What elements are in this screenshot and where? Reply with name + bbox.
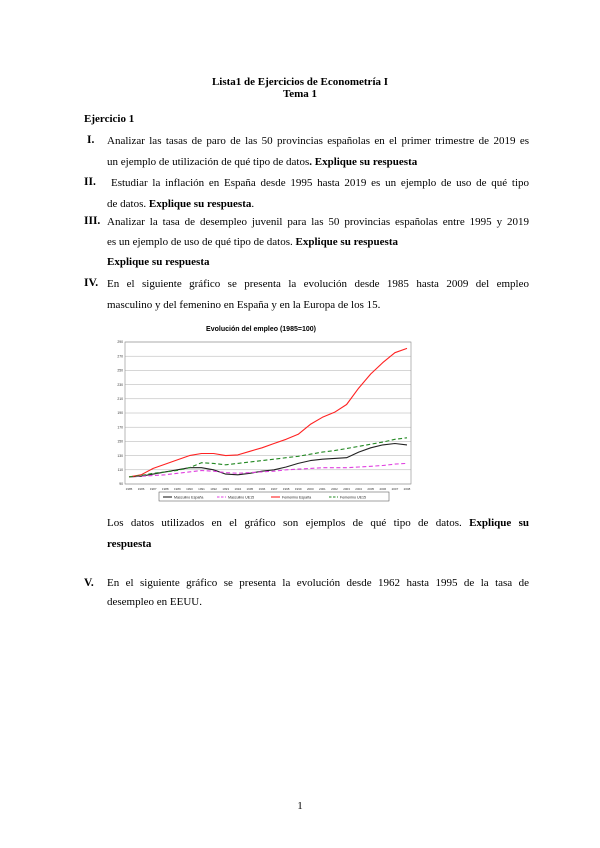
item-line: Analizar las tasas de paro de las 50 provincias españolas en el primer trimestre de 2019 es [107,135,529,147]
x-tick-label: 2006 [379,487,387,491]
x-tick-label: 1990 [186,487,193,491]
item-bold: Explique su respuesta [148,197,252,210]
legend-label: Femenino UE15 [340,495,366,500]
y-tick-label: 190 [117,411,123,416]
x-tick-label: 1991 [198,487,205,491]
y-tick-label: 130 [117,453,123,458]
x-tick-label: 1994 [234,487,242,491]
item-numeral: II. [84,176,96,188]
item-paragraph [107,274,529,315]
y-tick-label: 210 [117,397,123,401]
employment-line-chart [111,320,416,505]
item-line: En el siguiente gráfico se presenta la evolución desde 1985 hasta 2009 del empleo [107,278,529,290]
item-text: de datos. [107,197,147,210]
item-line: Estudiar la inflación en España desde 1995 hasta 2019 es un ejemplo de uso de qué tipo [111,177,529,189]
x-tick-label: 1992 [210,487,217,491]
item-numeral: III. [84,215,101,227]
item-bold: Explique su respuesta [295,236,398,248]
chart-title: Evolución del empleo (1985=100) [206,326,316,333]
item-line: masculino y del femenino en España y en la Europa de los 15. [107,298,381,311]
x-tick-label: 1997 [270,487,278,491]
y-tick-label: 170 [117,425,123,430]
x-tick-label: 2002 [331,487,338,491]
y-tick-label: 230 [117,382,123,387]
item-line [107,534,529,555]
y-tick-label: 110 [117,468,123,472]
x-tick-label: 1989 [174,487,181,491]
item-paragraph [107,173,529,214]
item-paragraph [107,513,529,554]
x-tick-label: 2005 [367,487,375,491]
x-tick-label: 1995 [246,487,254,491]
item-line: Analizar la tasa de desempleo juvenil para las 50 provincias españolas entre 1995 y 2019 [107,216,529,228]
item-line: desempleo en EEUU. [107,596,202,608]
item-line: de datos. Explique su respuesta. [107,197,255,210]
section-title: Ejercicio 1 [84,113,135,125]
item-line: un ejemplo de utilización de qué tipo de datos. Explique su respuesta [107,155,418,168]
x-tick-label: 1999 [294,487,302,491]
x-tick-label: 1996 [258,487,266,491]
item-paragraph [107,131,529,172]
x-tick-label: 1986 [137,487,145,491]
item-bold: respuesta [107,537,152,550]
x-tick-label: 2003 [343,487,350,491]
legend-label: Masculino España [174,495,204,500]
x-tick-label: 1993 [222,487,230,491]
item-text: es un ejemplo de uso de qué tipo de datos. [107,236,293,248]
x-tick-label: 1988 [161,487,169,491]
x-tick-label: 2000 [306,487,314,491]
item-bold: Explique su respuesta [314,155,418,168]
legend-label: Masculino UE15 [228,495,255,500]
x-tick-label: 2008 [403,487,411,491]
item-bold: Explique su [469,517,529,529]
item-line [107,232,529,252]
x-tick-label: 1987 [149,487,157,491]
x-tick-label: 2007 [391,487,399,491]
y-tick-label: 150 [117,439,123,444]
y-tick-label: 90 [119,482,123,487]
x-tick-label: 2001 [319,487,326,491]
y-tick-label: 250 [117,368,123,373]
item-line [107,513,529,534]
item-paragraph [107,212,529,272]
x-tick-label: 2004 [355,487,362,491]
x-tick-label: 1998 [282,487,290,491]
document-subtitle: Tema 1 [282,88,318,100]
x-tick-label: 1985 [125,487,133,491]
legend-label: Femenino España [282,495,312,500]
item-numeral: IV. [84,277,99,289]
page-number: 1 [297,800,303,812]
item-paragraph [107,574,529,612]
document-title: Lista1 de Ejercicios de Econometría I [211,76,389,88]
item-numeral: I. [87,134,95,146]
item-line: En el siguiente gráfico se presenta la evolución desde 1962 hasta 1995 de la tasa de [107,577,529,589]
item-line [107,252,529,272]
y-tick-label: 270 [117,354,123,359]
item-numeral: V. [84,577,94,589]
item-bold: Explique su respuesta [107,256,210,268]
item-text: un ejemplo de utilización de qué tipo de datos [107,155,310,168]
y-tick-label: 290 [117,340,123,345]
item-text: Los datos utilizados en el gráfico son ejemplos de qué tipo de datos. [107,517,462,529]
